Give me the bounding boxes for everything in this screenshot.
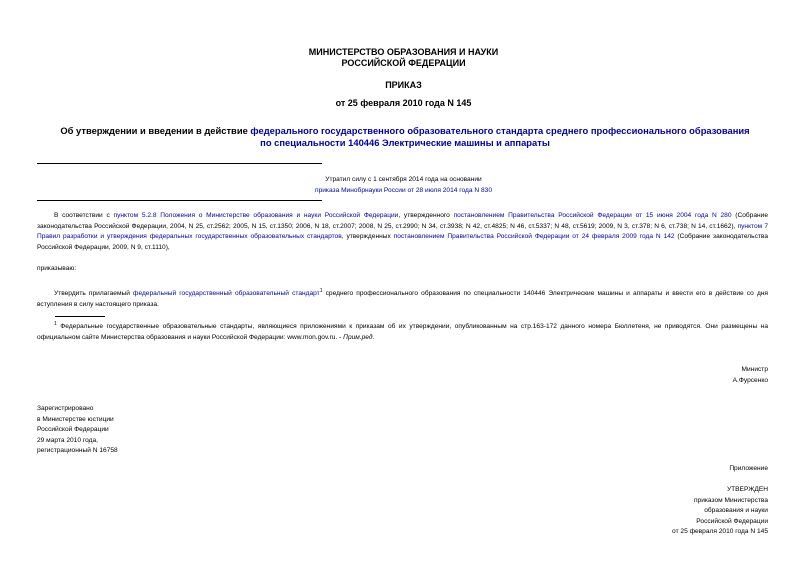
appendix-line4: от 25 февраля 2010 года N 145 xyxy=(672,528,768,535)
paragraph-approve xyxy=(37,286,768,310)
editor-note: Прим.ред. xyxy=(343,333,375,341)
registration-line3: Российской Федерации xyxy=(37,426,109,433)
footnote-ref: 1 xyxy=(319,288,323,294)
standard-link[interactable]: федеральный государственный образовательный стандарт xyxy=(133,290,320,298)
appendix-label: Приложение xyxy=(729,465,768,472)
document-date: от 25 февраля 2010 года N 145 xyxy=(335,98,472,108)
appendix-line1: приказом Министерства xyxy=(693,496,768,504)
document-type: ПРИКАЗ xyxy=(385,80,422,90)
basis-text-1: В соответствии с xyxy=(54,212,114,219)
basis-text-2: , утвержденного xyxy=(398,212,454,219)
title-prefix: Об утверждении и введении в действие xyxy=(60,125,251,136)
divider-bottom xyxy=(37,200,322,201)
paragraph-basis xyxy=(37,211,768,253)
registration-line2: в Министерстве юстиции xyxy=(37,415,114,423)
title-standard-link[interactable]: федерального государственного образовательного стандарта среднего профессионального образования по специальности 140446 Электрические машины и аппараты xyxy=(250,125,750,148)
footnote-mark: 1 xyxy=(54,321,57,327)
rules-link[interactable]: пунктом 7 Правил разработки и утверждения федеральных государственных образовательных стандартов xyxy=(37,222,768,240)
repeal-notice xyxy=(0,175,807,196)
ministry-line1: МИНИСТЕРСТВО ОБРАЗОВАНИЯ И НАУКИ xyxy=(308,47,499,57)
registration-line5: регистрационный N 16758 xyxy=(37,447,118,454)
approve-text-2: среднего профессионального образования по специальности 140446 Электрические машины и аппараты и ввести его в действие со дня вступления в силу настоящего приказа. xyxy=(37,290,768,308)
basis-text-5: (Собрание законодательства Российской Федерации, 2009, N 9, ст.1110), xyxy=(37,233,768,251)
repeal-notice-text: Утратил силу с 1 сентября 2014 года на основании xyxy=(325,176,482,183)
appendix-approval xyxy=(672,485,768,538)
footnote xyxy=(37,319,768,343)
registration-line1: Зарегистрировано xyxy=(37,405,94,412)
basis-text-4: , утвержденных xyxy=(341,233,394,240)
approve-text-1: Утвердить прилагаемый xyxy=(54,290,134,298)
appendix-approved: УТВЕРЖДЕН xyxy=(726,486,768,493)
resolution-280-link[interactable]: постановлением Правительства Российской Федерации от 15 июня 2004 года N 280 xyxy=(453,212,732,219)
order-word: приказываю: xyxy=(37,265,77,272)
regulation-link[interactable]: пунктом 5.2.8 Положения о Министерстве образования и науки Российской Федерации xyxy=(113,212,399,219)
document-title xyxy=(60,125,750,149)
signature-position: Министр xyxy=(741,366,768,373)
resolution-142-link[interactable]: постановлением Правительства Российской Федерации от 24 февраля 2009 года N 142 xyxy=(393,233,675,240)
signature-block xyxy=(733,365,768,386)
appendix-line3: Российской Федерации xyxy=(696,517,768,525)
basis-text-3: (Собрание законодательства Российской Федерации, 2004, N 25, ст.2562; 2005, N 15, ст.1350; 2006, N 18, ст.2007; 2008, N 25, ст.2990; N 34, ст.3938; N 42, ст.4825; N 46, ст.5337; N 48, ст.5619; 2009, N 3, ст.378; N 6, ст.738; N 14, ст.1662), xyxy=(37,212,768,230)
repeal-order-link[interactable]: приказа Минобрнауки России от 28 июля 2014 года N 830 xyxy=(315,186,492,194)
footnote-divider xyxy=(55,316,105,317)
signature-name: А.Фурсенко xyxy=(732,376,768,384)
divider-top xyxy=(37,163,322,164)
registration-line4: 29 марта 2010 года, xyxy=(37,436,98,444)
registration-block xyxy=(37,404,118,457)
appendix-line2: образования и науки xyxy=(704,507,768,514)
ministry-line2: РОССИЙСКОЙ ФЕДЕРАЦИИ xyxy=(341,58,466,68)
footnote-text: Федеральные государственные образовательные стандарты, являющиеся приложениями к приказам об их утверждении, опубликованным на стр.163-172 данного номера Бюллетеня, не приводятся. Они размещены на официальном сайте Министерства образования и науки Российской Федерации: www.mon.gov.ru. - xyxy=(37,323,768,341)
